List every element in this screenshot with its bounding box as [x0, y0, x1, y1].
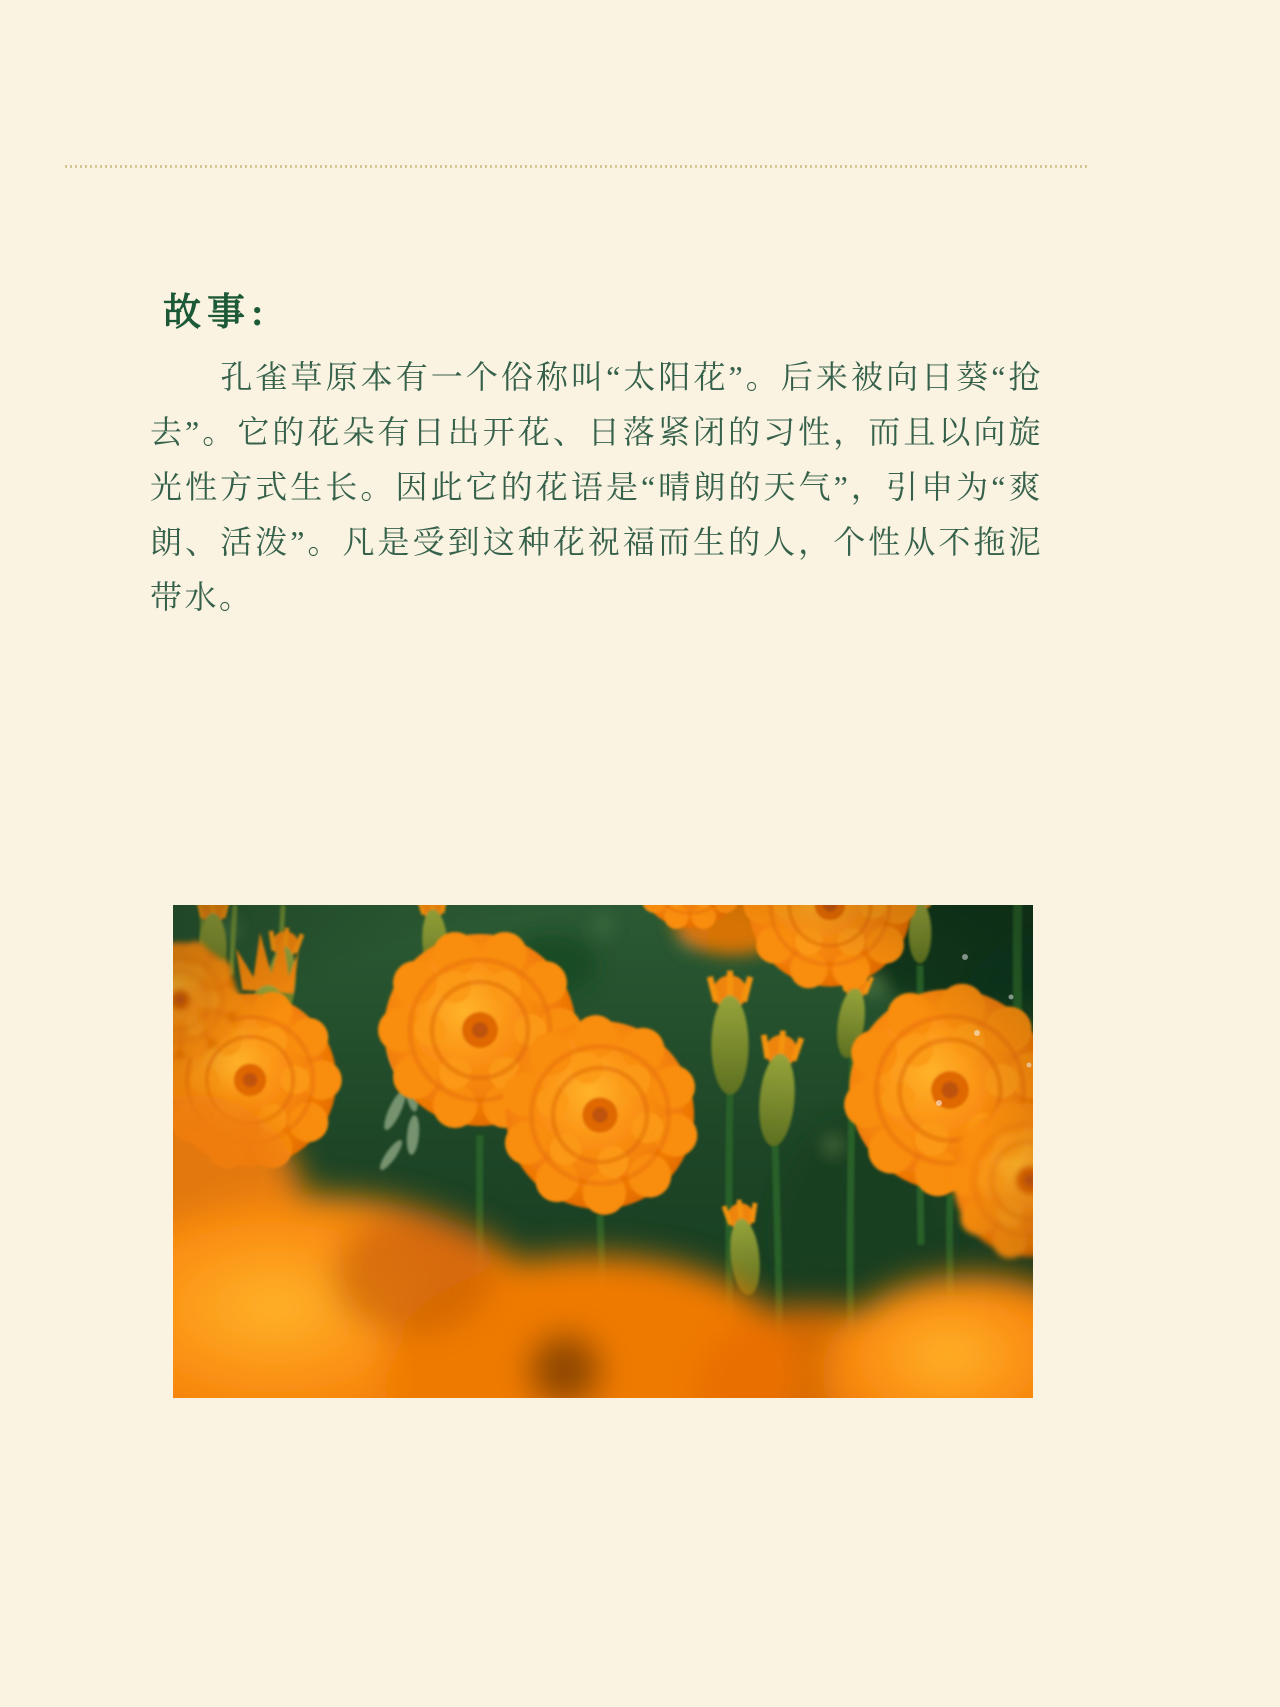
dotted-divider: [65, 165, 1090, 168]
story-paragraph: 孔雀草原本有一个俗称叫“太阳花”。后来被向日葵“抢去”。它的花朵有日出开花、日落紧闭的习性，而且以向旋光性方式生长。因此它的花语是“晴朗的天气”，引申为“爽朗、活泼”。凡是受到这种花祝福而生的人，个性从不拖泥带水。: [150, 359, 1043, 615]
story-heading: 故事:: [163, 292, 270, 334]
marigold-photo: [173, 905, 1033, 1398]
marigold-photo-illustration: [173, 905, 1033, 1398]
